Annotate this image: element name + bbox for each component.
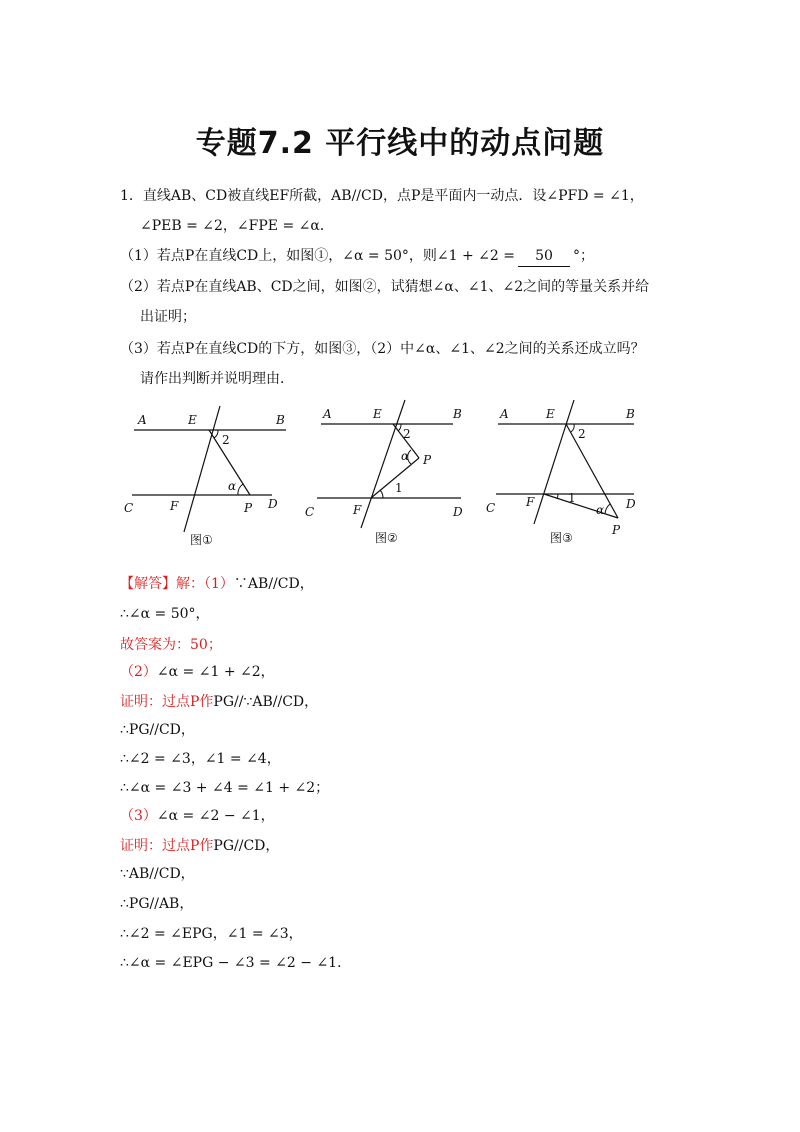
part-1-text: （1）若点P在直线CD上，如图①，∠α = 50°，则∠1 + ∠2 =	[120, 248, 515, 264]
label-alpha: α	[228, 479, 237, 493]
answer-blank: 50	[518, 246, 570, 267]
answer-part-1: （1）	[204, 576, 234, 592]
label-f: F	[353, 503, 362, 517]
answer-part-3: （3）	[120, 808, 157, 824]
answer-part-2: （2）	[120, 664, 157, 680]
answer-line-12: ∴PG//AB，	[120, 896, 194, 912]
label-d: D	[453, 505, 463, 519]
line-ef	[361, 400, 405, 528]
question-part-3-line-1: （3）若点P在直线CD的下方，如图③，（2）中∠α、∠1、∠2之间的关系还成立吗？	[120, 341, 645, 357]
label-1: 1	[568, 491, 576, 505]
label-e: E	[188, 413, 197, 427]
answer-label: 【解答】解：	[120, 576, 204, 592]
page-title: 专题7.2 平行线中的动点问题	[195, 126, 605, 161]
answer-line-7: ∴∠2 = ∠3，∠1 = ∠4，	[120, 751, 281, 767]
label-a: A	[138, 413, 147, 427]
angle-2-arc	[398, 424, 401, 431]
label-p: P	[423, 453, 432, 467]
question-part-1	[120, 246, 594, 267]
label-2: 2	[403, 427, 411, 441]
angle-alpha-arc	[605, 504, 610, 514]
answer-math-1: ∵AB//CD，	[233, 576, 314, 592]
answer-math-4: ∠α = ∠1 + ∠2，	[156, 664, 275, 680]
figure-1	[118, 400, 298, 550]
angle-alpha-arc	[238, 484, 243, 495]
answer-line-6: ∴PG//CD，	[120, 722, 195, 738]
answer-line-14: ∴∠α = ∠EPG − ∠3 = ∠2 − ∠1．	[120, 955, 352, 971]
label-b: B	[453, 407, 462, 421]
answer-math-9: ∠α = ∠2 − ∠1，	[156, 808, 275, 824]
angle-2-arc	[571, 424, 574, 432]
angle-1-arc	[380, 490, 383, 498]
label-e: E	[546, 407, 555, 421]
angle-2-arc	[214, 430, 218, 438]
label-2: 2	[578, 427, 586, 441]
answer-line-9	[120, 806, 275, 826]
answer-line-13: ∴∠2 = ∠EPG，∠1 = ∠3，	[120, 926, 303, 942]
label-a: A	[500, 407, 509, 421]
label-alpha: α	[401, 449, 410, 463]
answer-header	[120, 574, 314, 594]
answer-line-10	[120, 836, 279, 856]
label-alpha: α	[596, 503, 605, 517]
answer-line-4	[120, 662, 275, 682]
question-line-1: 1．直线AB、CD被直线EF所截，AB//CD，点P是平面内一动点．设∠PFD = ∠1，	[120, 188, 644, 204]
answer-math-5: PG//∵AB//CD，	[213, 694, 319, 710]
answer-line-5	[120, 692, 318, 712]
label-d: D	[626, 497, 636, 511]
label-a: A	[323, 407, 332, 421]
label-b: B	[626, 407, 635, 421]
answer-line-8: ∴∠α = ∠3 + ∠4 = ∠1 + ∠2；	[120, 780, 330, 796]
label-p: P	[244, 501, 253, 515]
label-p: P	[612, 523, 621, 537]
part-1-unit: °；	[572, 248, 594, 264]
question-part-2-line-2: 出证明；	[140, 309, 196, 325]
label-d: D	[268, 497, 278, 511]
figure-2	[303, 394, 483, 544]
label-c: C	[486, 501, 496, 515]
caption-figure-3: 图③	[550, 531, 573, 545]
proof-label-2: 证明：过点P作	[120, 838, 214, 854]
answer-math-10: PG//CD，	[213, 838, 280, 854]
answer-line-11: ∵AB//CD，	[120, 866, 195, 882]
label-1: 1	[395, 481, 403, 495]
figure-3	[484, 394, 664, 544]
answer-line-3: 故答案为：50；	[120, 637, 222, 653]
proof-label-1: 证明：过点P作	[120, 694, 214, 710]
label-b: B	[276, 413, 285, 427]
geometry-figures	[118, 400, 678, 560]
question-part-2-line-1: （2）若点P在直线AB、CD之间，如图②，试猜想∠α、∠1、∠2之间的等量关系并给	[120, 279, 650, 295]
caption-figure-1: 图①	[190, 533, 213, 547]
label-c: C	[124, 501, 134, 515]
label-c: C	[305, 505, 315, 519]
caption-figure-2: 图②	[375, 531, 398, 545]
answer-line-2: ∴∠α = 50°，	[120, 606, 210, 622]
label-f: F	[526, 495, 535, 509]
label-e: E	[373, 407, 382, 421]
question-line-2: ∠PEB = ∠2，∠FPE = ∠α．	[140, 218, 334, 234]
question-part-3-line-2: 请作出判断并说明理由．	[140, 371, 294, 387]
label-f: F	[170, 499, 179, 513]
label-2: 2	[222, 433, 230, 447]
